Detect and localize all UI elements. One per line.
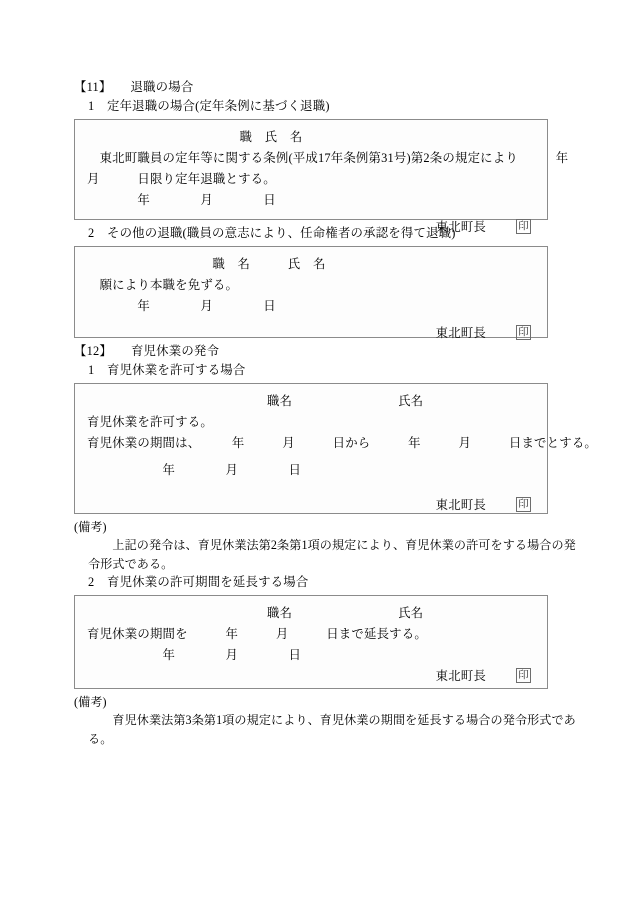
mayor-title: 東北町長 bbox=[435, 498, 486, 512]
signature-row bbox=[87, 323, 537, 341]
remark-label-12-2: (備考) bbox=[74, 695, 107, 709]
box-header-name: 氏名 bbox=[398, 394, 424, 408]
box-date-line: 年 月 日 bbox=[87, 463, 302, 477]
box-body-line-1: 願により本職を免ずる。 bbox=[87, 278, 239, 292]
seal-icon: 印 bbox=[516, 219, 531, 234]
form-box-childcare-leave-extension bbox=[74, 595, 548, 689]
box-body-line-1: 育児休業の期間を 年 月 日まで延長する。 bbox=[87, 627, 427, 641]
box-header-name: 氏名 bbox=[398, 606, 424, 620]
subsection-heading-12-1: 1 育児休業を許可する場合 bbox=[88, 363, 246, 377]
box-body-line-1: 育児休業を許可する。 bbox=[87, 415, 213, 429]
box-date-line: 年 月 日 bbox=[87, 193, 276, 207]
remark-body-12-1 bbox=[74, 536, 576, 573]
remark-body-12-2 bbox=[74, 711, 576, 748]
box-header-job-name: 職 氏 名 bbox=[239, 130, 303, 144]
form-box-childcare-leave-permit bbox=[74, 383, 598, 514]
subsection-heading-11-1: 1 定年退職の場合(定年条例に基づく退職) bbox=[88, 99, 330, 113]
mayor-title: 東北町長 bbox=[435, 220, 486, 234]
section-heading-12: 【12】 育児休業の発令 bbox=[74, 344, 220, 358]
box-header-job: 職名 bbox=[267, 606, 293, 620]
signature-row bbox=[87, 217, 537, 235]
box-body-line-2: 育児休業の期間は、 年 月 日から 年 月 日までとする。 bbox=[87, 436, 598, 450]
box-header-job-name: 職 名 氏 名 bbox=[212, 257, 326, 271]
mayor-title: 東北町長 bbox=[435, 326, 486, 340]
seal-icon: 印 bbox=[516, 325, 531, 340]
section-heading-11: 【11】 退職の場合 bbox=[74, 80, 194, 94]
subsection-heading-12-2: 2 育児休業の許可期間を延長する場合 bbox=[88, 575, 309, 589]
remark-line-2: 令形式である。 bbox=[88, 556, 174, 571]
seal-icon: 印 bbox=[516, 497, 531, 512]
box-date-line: 年 月 日 bbox=[87, 648, 302, 662]
remark-line-1: 上記の発令は、育児休業法第2条第1項の規定により、育児休業の許可をする場合の発 bbox=[88, 538, 576, 552]
remark-line-1: 育児休業法第3条第1項の規定により、育児休業の期間を延長する場合の発令形式であ bbox=[88, 713, 576, 727]
box-header-row bbox=[87, 603, 537, 624]
box-header-row bbox=[87, 391, 537, 412]
subsection-heading-11-2: 2 その他の退職(職員の意志により、任命権者の承認を得て退職) bbox=[88, 226, 456, 240]
box-body-line-1: 東北町職員の定年等に関する条例(平成17年条例第31号)第2条の規定により 年 bbox=[87, 151, 569, 165]
signature-row bbox=[87, 495, 537, 513]
remark-line-2: る。 bbox=[88, 731, 113, 746]
signature-row bbox=[87, 666, 537, 684]
seal-icon: 印 bbox=[516, 668, 531, 683]
box-date-line: 年 月 日 bbox=[87, 299, 276, 313]
box-body-line-2: 月 日限り定年退職とする。 bbox=[87, 172, 276, 186]
mayor-title: 東北町長 bbox=[435, 669, 486, 683]
remark-label-12-1: (備考) bbox=[74, 520, 107, 534]
box-header-job: 職名 bbox=[267, 394, 293, 408]
form-box-retirement-other bbox=[74, 246, 548, 338]
